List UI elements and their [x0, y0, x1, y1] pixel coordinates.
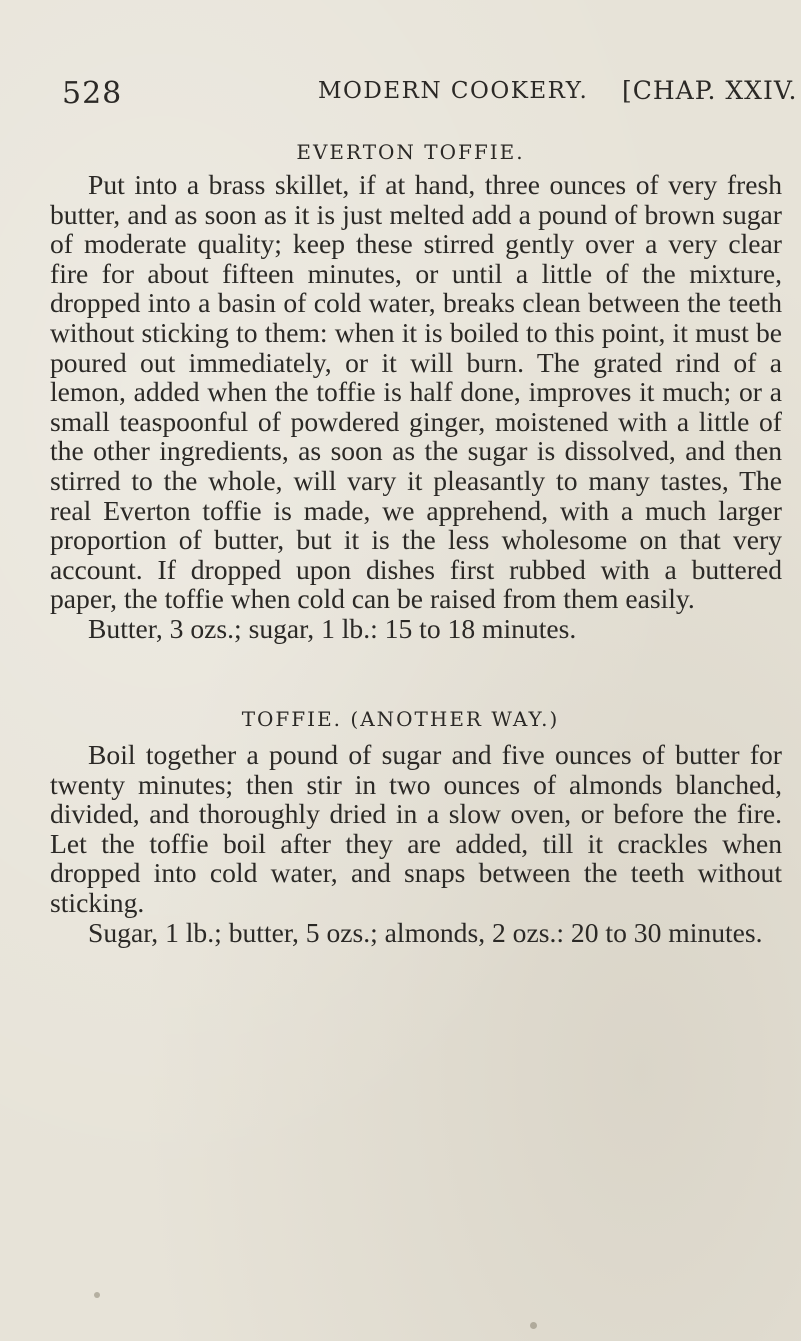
- recipe-paragraph: Boil together a pound of sugar and five ounces of butter for twenty minutes; then stir in two ounces of almonds blanched, divided, and thoroughly dried in a slow oven, or before the fire. Let the toffie boil after they are added, till it crackles when dropped into cold water, and snaps between the teeth without sticking.: [50, 739, 782, 918]
- recipe-quantities: Butter, 3 ozs.; sugar, 1 lb.: 15 to 18 minutes.: [88, 612, 577, 644]
- page-number: 528: [62, 76, 123, 111]
- section-body: [50, 170, 782, 644]
- paper-spot: [94, 1292, 100, 1298]
- recipe-quantities: Sugar, 1 lb.; butter, 5 ozs.; almonds, 2 ozs.: 20 to 30 minutes.: [88, 916, 763, 948]
- section-title: EVERTON TOFFIE.: [296, 140, 525, 164]
- paper-spot: [530, 1322, 537, 1329]
- book-title: MODERN COOKERY.: [318, 78, 589, 104]
- section-title: TOFFIE. (ANOTHER WAY.): [241, 707, 560, 731]
- section-body: [50, 740, 782, 947]
- chapter-reference: [CHAP. XXIV.: [622, 76, 798, 105]
- running-head: [0, 76, 801, 116]
- recipe-paragraph: Put into a brass skillet, if at hand, three ounces of very fresh butter, and as soon as it is just melted add a pound of brown sugar of moderate quality; keep these stirred gently over a very clear fire for about fifteen minutes, or until a little of the mixture, dropped into a basin of cold water, breaks clean between the teeth without sticking to them: when it is boiled to this point, it must be poured out immediately, or it will burn. The grated rind of a lemon, added when the toffie is half done, improves it much; or a small teaspoonful of powdered ginger, moistened with a little of the other ingredients, as soon as the sugar is dissolved, and then stirred to the whole, will vary it pleasantly to many tastes, The real Everton toffie is made, we apprehend, with a much larger proportion of butter, but it is the less wholesome on that very account. If dropped upon dishes first rubbed with a buttered paper, the toffie when cold can be raised from them easily.: [50, 169, 782, 615]
